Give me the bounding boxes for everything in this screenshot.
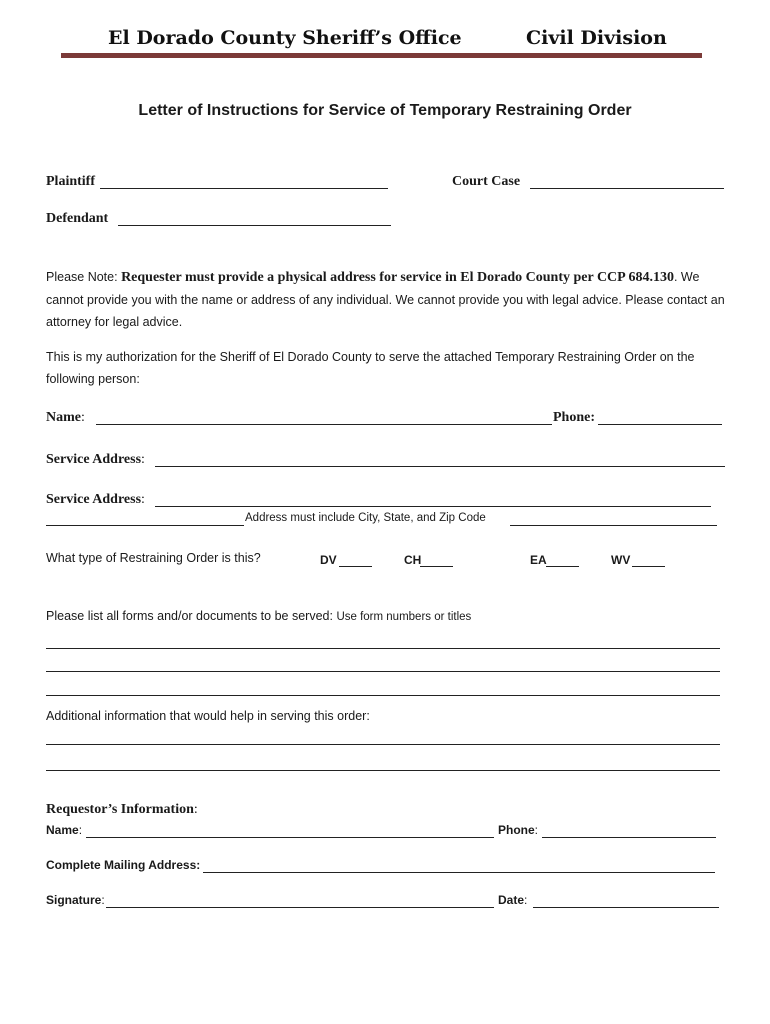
name-label: Name: [46,410,85,425]
document-title: Letter of Instructions for Service of Temporary Restraining Order [138,102,632,119]
additional-prompt: Additional information that would help in serving this order: [46,709,370,723]
service-address-label-1: Service Address: [46,452,145,467]
additional-line-2[interactable] [46,770,720,771]
option-wv-field[interactable] [632,566,665,567]
note-lead: Please Note: [46,270,118,284]
court-case-field[interactable] [530,188,724,189]
plaintiff-field[interactable] [100,188,388,189]
court-case-label: Court Case [452,174,521,189]
option-ea-label: EA [530,553,547,567]
option-wv-label: WV [611,553,631,567]
address-line-left[interactable] [46,525,244,526]
requestor-name-field[interactable] [86,837,494,838]
authorization-paragraph: This is my authorization for the Sheriff of El Dorado County to serve the attached Temporary Restraining Order on the following person: [46,350,695,386]
additional-line-1[interactable] [46,744,720,745]
address-hint: Address must include City, State, and Zip Code [245,512,486,524]
plaintiff-label: Plaintiff [46,174,95,189]
defendant-field[interactable] [118,225,391,226]
option-dv-field[interactable] [339,566,372,567]
service-address-field-2[interactable] [155,506,711,507]
requestor-phone-field[interactable] [542,837,716,838]
forms-prompt: Please list all forms and/or documents to be served: Use form numbers or titles [46,609,472,623]
option-ea-field[interactable] [546,566,579,567]
requestor-phone-label: Phone: [498,823,539,837]
office-name: El Dorado County Sheriff’s Office [108,27,462,49]
defendant-label: Defendant [46,211,109,226]
order-type-question: What type of Restraining Order is this? [46,551,261,565]
division-name: Civil Division [526,27,667,49]
date-label: Date: [498,893,528,907]
forms-line-3[interactable] [46,695,720,696]
requestor-heading: Requestor’s Information: [46,802,198,817]
name-field[interactable] [96,424,552,425]
header-rule [61,53,702,58]
mailing-address-label: Complete Mailing Address: [46,858,201,872]
forms-hint: Use form numbers or titles [336,611,472,623]
phone-label: Phone: [553,410,595,425]
option-ch-field[interactable] [420,566,453,567]
option-dv-label: DV [320,553,337,567]
service-address-field-1[interactable] [155,466,725,467]
requestor-name-label: Name: [46,823,83,837]
address-line-right[interactable] [510,525,717,526]
mailing-address-field[interactable] [203,872,715,873]
signature-field[interactable] [106,907,494,908]
signature-label: Signature: [46,893,105,907]
forms-line-2[interactable] [46,671,720,672]
option-ch-label: CH [404,553,422,567]
note-paragraph [46,266,726,333]
service-address-label-2: Service Address: [46,492,145,507]
phone-field[interactable] [598,424,722,425]
note-requirement: Requester must provide a physical address for service in El Dorado County per CCP 684.130 [121,270,674,285]
note-rest: . We cannot provide you with the name or address of any individual. We cannot provide you with legal advice. Please contact an attorney for legal advice. [46,270,725,329]
forms-line-1[interactable] [46,648,720,649]
date-field[interactable] [533,907,719,908]
